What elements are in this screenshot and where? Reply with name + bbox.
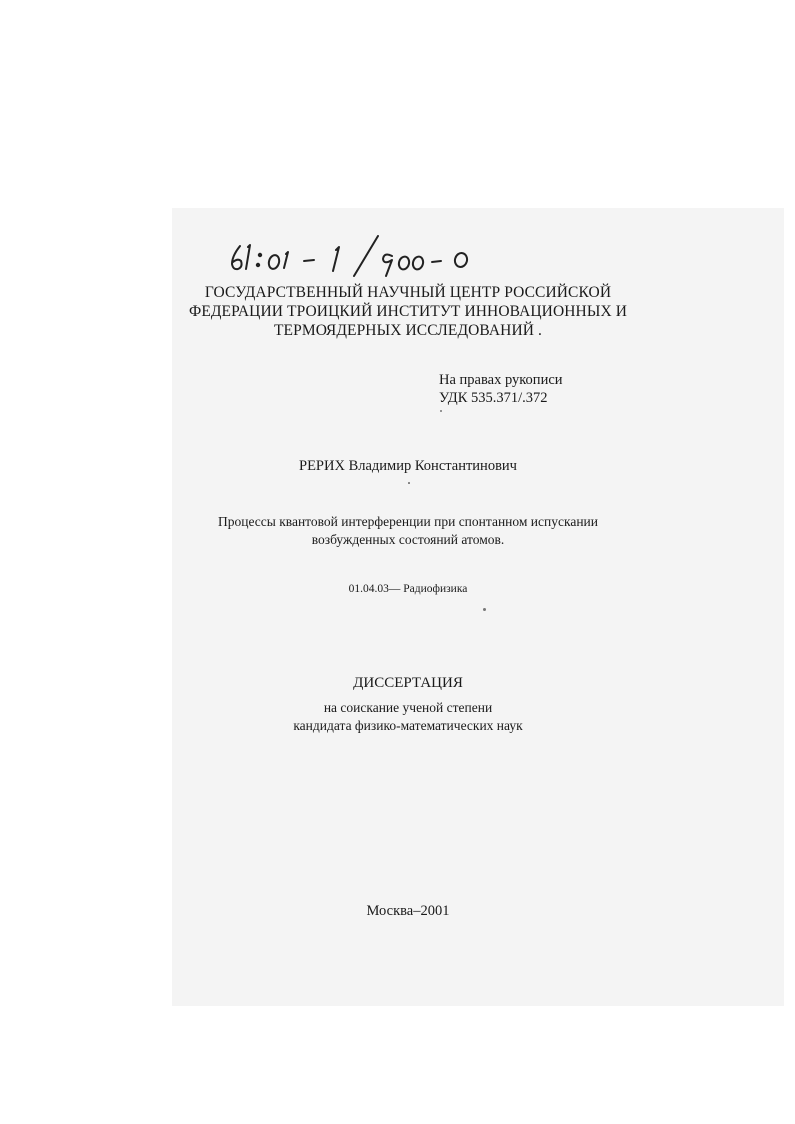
handwritten-archive-code (226, 232, 476, 278)
handwritten-code-drawing (226, 232, 476, 278)
dissertation-title (172, 513, 644, 549)
title-line: Процессы квантовой интерференции при спонтанном испускании (217, 514, 599, 529)
specialty-code: 01.04.03— Радиофизика (348, 583, 468, 595)
scan-speck (408, 482, 410, 484)
degree-description (172, 699, 644, 735)
dissertation-heading: ДИССЕРТАЦИЯ (353, 675, 463, 691)
degree-line: на соискание ученой степени (323, 700, 493, 715)
manuscript-rights-label: На правах рукописи (439, 372, 563, 388)
scan-speck (483, 608, 486, 611)
city-year: Москва–2001 (366, 903, 450, 919)
organization-name (172, 283, 644, 340)
organization-line: ФЕДЕРАЦИИ ТРОИЦКИЙ ИНСТИТУТ ИННОВАЦИОННЫХ И (188, 303, 628, 320)
author-name: РЕРИХ Владимир Константинович (299, 458, 517, 474)
udc-code: УДК 535.371/.372 (439, 390, 548, 406)
title-line: возбужденных состояний атомов. (311, 532, 505, 547)
degree-line: кандидата физико-математических наук (293, 718, 523, 733)
manuscript-rights-block (439, 371, 563, 407)
scan-speck (440, 410, 442, 412)
organization-line: ТЕРМОЯДЕРНЫХ ИССЛЕДОВАНИЙ . (273, 322, 543, 339)
organization-line: ГОСУДАРСТВЕННЫЙ НАУЧНЫЙ ЦЕНТР РОССИЙСКОЙ (204, 284, 612, 301)
